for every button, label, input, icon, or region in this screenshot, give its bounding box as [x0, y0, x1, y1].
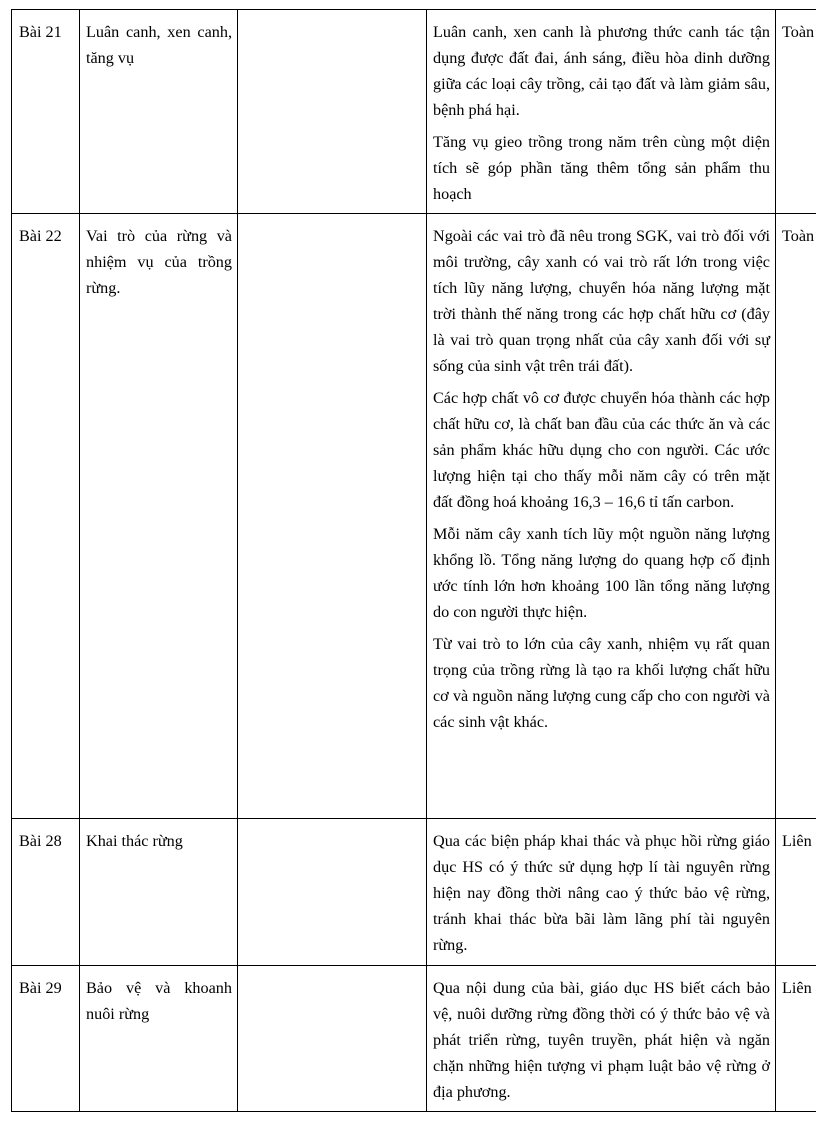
lesson-number-cell: Bài 21 [12, 10, 80, 214]
table-row [12, 214, 816, 819]
lesson-title-cell: Bảo vệ và khoanh nuôi rừng [80, 966, 238, 1112]
content-paragraph: Mỗi năm cây xanh tích lũy một nguồn năng lượng khổng lồ. Tổng năng lượng do quang hợp cố định ước tính lớn hơn khoảng 100 lần tổng năng lượng do con người thực hiện. [433, 525, 770, 621]
lesson-title-cell: Vai trò của rừng và nhiệm vụ của trồng rừng. [80, 214, 238, 819]
lesson-number-cell: Bài 22 [12, 214, 80, 819]
content-paragraph: Từ vai trò to lớn của cây xanh, nhiệm vụ rất quan trọng của trồng rừng là tạo ra khối lượng chất hữu cơ và nguồn năng lượng cung cấp cho con người và các sinh vật khác. [433, 635, 770, 731]
content-paragraph: Qua nội dung của bài, giáo dục HS biết cách bảo vệ, nuôi dưỡng rừng đồng thời có ý thức bảo vệ và phát triển rừng, tuyên truyền, phát hiện và ngăn chặn những hiện tượng vi phạm luật bảo vệ rừng ở địa phương. [433, 979, 770, 1101]
content-cell [427, 10, 776, 214]
lesson-title-cell: Khai thác rừng [80, 819, 238, 966]
empty-cell [238, 819, 427, 966]
last-column-cell: Liên [776, 966, 816, 1112]
last-column-cell: Toàn [776, 214, 816, 819]
empty-cell [238, 966, 427, 1112]
table-row [12, 10, 816, 214]
content-paragraph: Qua các biện pháp khai thác và phục hồi rừng giáo dục HS có ý thức sử dụng hợp lí tài nguyên rừng hiện nay đồng thời nâng cao ý thức bảo vệ rừng, tránh khai thác bừa bãi làm lãng phí tài nguyên rừng. [433, 832, 770, 954]
table-row [12, 819, 816, 966]
content-paragraph: Luân canh, xen canh là phương thức canh tác tận dụng được đất đai, ánh sáng, điều hòa dinh dưỡng giữa các loại cây trồng, cải tạo đất và làm giảm sâu, bệnh phá hại. [433, 23, 770, 119]
empty-cell [238, 214, 427, 819]
lesson-number-cell: Bài 29 [12, 966, 80, 1112]
last-column-cell: Liên [776, 819, 816, 966]
content-cell [427, 966, 776, 1112]
content-paragraph: Các hợp chất vô cơ được chuyển hóa thành các hợp chất hữu cơ, là chất ban đầu của các thức ăn và các sản phẩm khác hữu dụng cho con người. Các ước lượng hiện tại cho thấy mỗi năm cây có trên mặt đất đồng hoá khoảng 16,3 – 16,6 tỉ tấn carbon. [433, 389, 770, 511]
last-column-cell: Toàn [776, 10, 816, 214]
table-row [12, 966, 816, 1112]
lesson-number-cell: Bài 28 [12, 819, 80, 966]
lesson-title-cell: Luân canh, xen canh, tăng vụ [80, 10, 238, 214]
empty-cell [238, 10, 427, 214]
content-cell [427, 214, 776, 819]
content-paragraph: Tăng vụ gieo trồng trong năm trên cùng một diện tích sẽ góp phần tăng thêm tổng sản phẩm thu hoạch [433, 133, 770, 203]
document-table [11, 9, 816, 1112]
content-paragraph: Ngoài các vai trò đã nêu trong SGK, vai trò đối với môi trường, cây xanh có vai trò rất lớn trong việc tích lũy năng lượng, chuyển hóa năng lượng mặt trời thành thế năng trong các hợp chất hữu cơ (đây là vai trò quan trọng nhất của cây xanh đối với sự sống của sinh vật trên trái đất). [433, 227, 770, 375]
content-cell [427, 819, 776, 966]
